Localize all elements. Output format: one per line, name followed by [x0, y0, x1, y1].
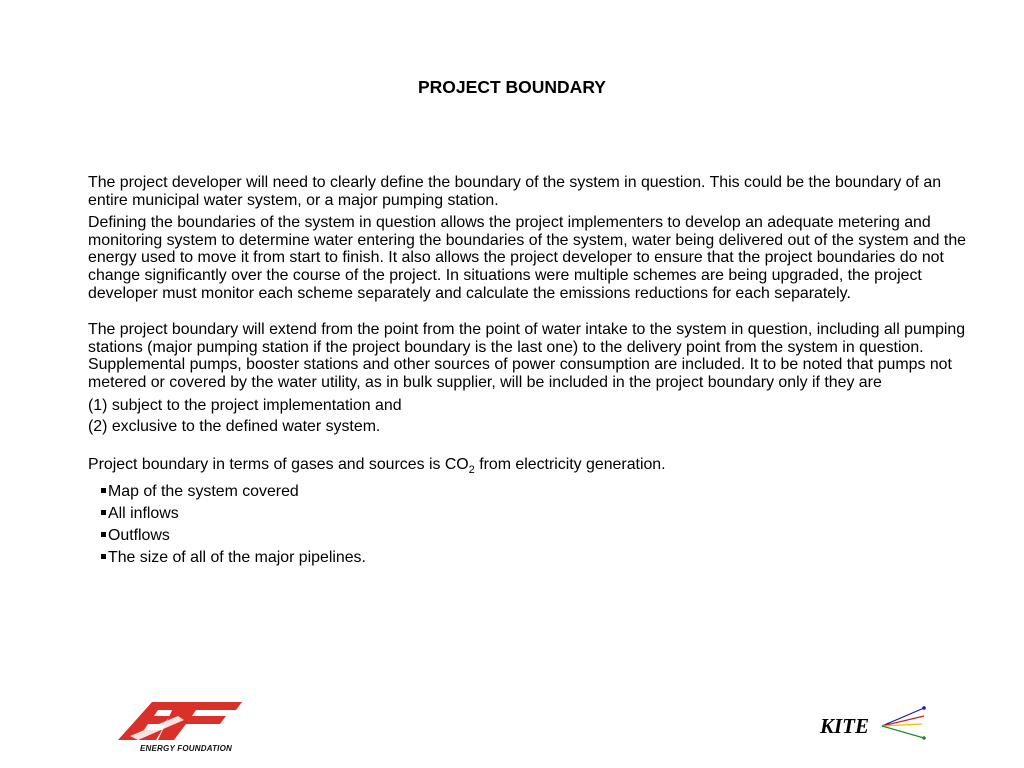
paragraph-intro: The project developer will need to clearly define the boundary of the system in question. This could be the boundary of an entire municipal water system, or a major pumping station. — [88, 174, 942, 209]
paragraph-gases — [88, 456, 968, 480]
ef-mark-icon — [118, 698, 246, 744]
requirements-list — [88, 483, 968, 567]
co2-subscript: 2 — [468, 463, 475, 476]
kite-logo — [820, 704, 930, 748]
ef-caption: ENERGY FOUNDATION — [140, 744, 232, 753]
list-item: Outflows — [101, 527, 968, 545]
gases-text: Project boundary in terms of gases and sources is CO — [88, 455, 469, 473]
kite-wordmark: KITE — [820, 714, 870, 738]
kite-lines-icon — [878, 704, 928, 744]
paragraph-extent: The project boundary will extend from the point from the point of water intake to the system in question, including all pumping stations (major pumping station if the project boundary is the last one) to the delivery point from the system in question. Supplemental pumps, booster stations and other sources of power consumption are included. It to be noted that pumps not metered or covered by the water utility, as in bulk supplier, will be included in the project boundary only if they are — [88, 321, 966, 391]
condition-item-1: (1) subject to the project implementation and — [88, 396, 402, 414]
list-item: All inflows — [101, 505, 968, 523]
paragraph-boundaries: Defining the boundaries of the system in question allows the project implementers to develop an adequate metering and monitoring system to determine water entering the boundaries of the system, water being delivered out of the system and the energy used to move it from start to finish. It also allows the project developer to ensure that the project boundaries do not change significantly over the course of the project. In situations were multiple schemes are being upgraded, the project developer must monitor each scheme separately and calculate the emissions reductions for each separately. — [88, 214, 966, 302]
list-item: The size of all of the major pipelines. — [101, 549, 968, 567]
body-text — [88, 174, 968, 571]
list-item: Map of the system covered — [101, 483, 968, 501]
page-title: PROJECT BOUNDARY — [418, 77, 606, 97]
condition-item-2: (2) exclusive to the defined water system. — [88, 418, 381, 436]
gases-text-end: from electricity generation. — [474, 455, 666, 473]
energy-foundation-logo — [118, 698, 246, 758]
